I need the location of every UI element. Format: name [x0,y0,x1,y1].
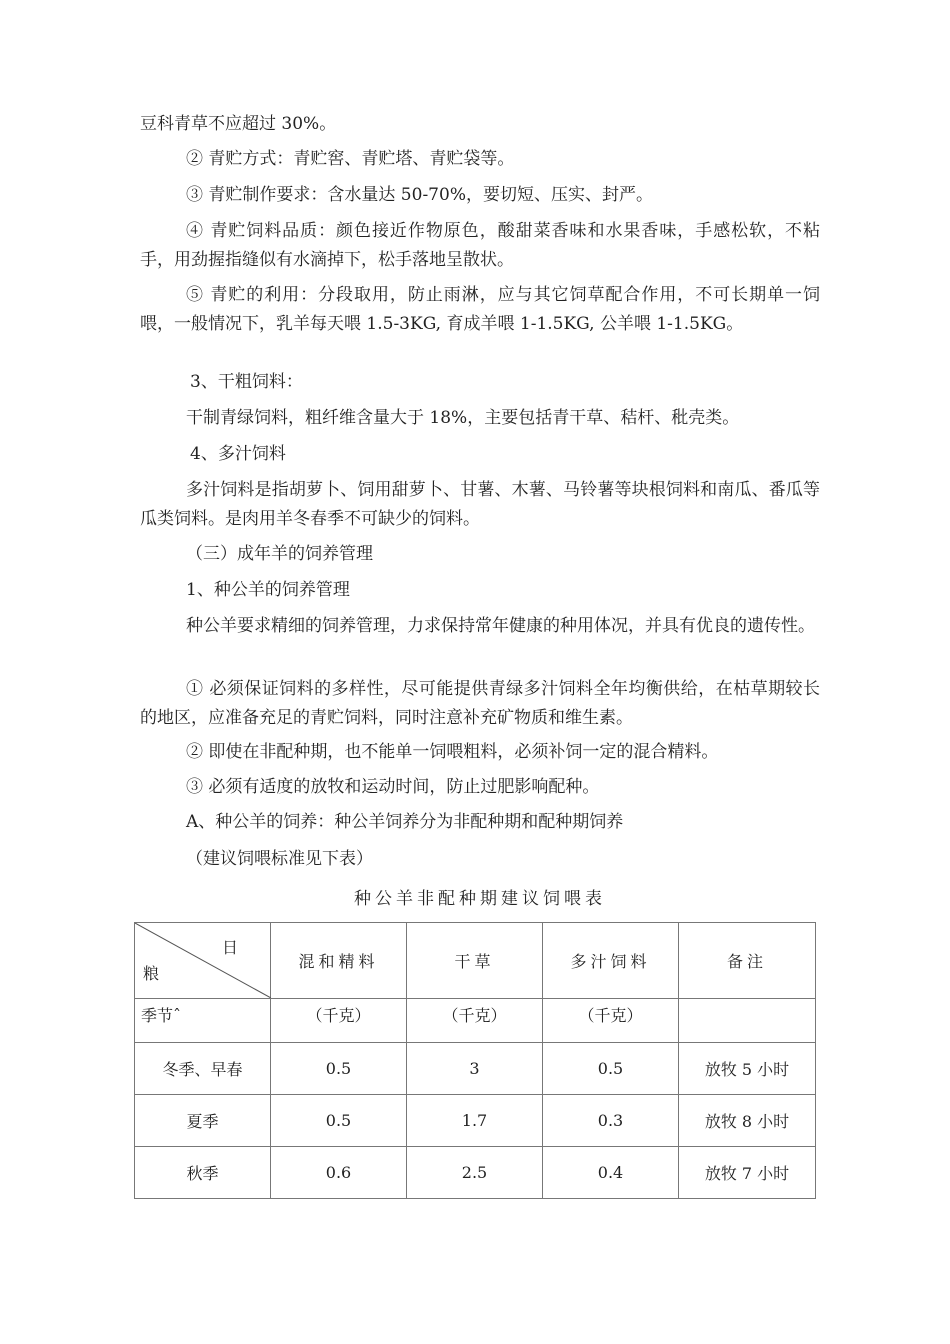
diagonal-header-cell [135,923,271,999]
note-cell: 放牧 8 小时 [679,1095,816,1147]
section-heading: 1、种公羊的饲养管理 [186,580,350,600]
succulent-cell: 0.5 [543,1043,679,1095]
section-heading: 4、多汁饲料 [190,444,286,464]
succulent-cell: 0.3 [543,1095,679,1147]
header-note: 备注 [679,923,816,999]
paragraph: 干制青绿饲料，粗纤维含量大于 18%，主要包括青干草、秸杆、秕壳类。 [186,408,740,428]
unit-cell: （千克） [271,999,407,1043]
section-heading: 3、干粗饲料： [190,372,303,392]
unit-cell: （千克） [407,999,543,1043]
table-header-row [135,923,816,999]
concentrate-cell: 0.5 [271,1043,407,1095]
corner-label-top: 日 [221,938,238,957]
unit-cell [679,999,816,1043]
header-concentrate: 混和精料 [271,923,407,999]
hay-cell: 1.7 [407,1095,543,1147]
table-unit-row [135,999,816,1043]
note-cell: 放牧 7 小时 [679,1147,816,1199]
table-row [135,1043,816,1095]
hay-cell: 2.5 [407,1147,543,1199]
paragraph: 种公羊要求精细的饲养管理，力求保持常年健康的种用体况，并具有优良的遗传性。 [186,616,815,636]
header-succulent: 多汁饲料 [543,923,679,999]
table-row [135,1147,816,1199]
paragraph: ① 必须保证饲料的多样性，尽可能提供青绿多汁饲料全年均衡供给，在枯草期较长的地区，应准备充足的青贮饲料，同时注意补充矿物质和维生素。 [140,679,820,728]
paragraph: ③ 青贮制作要求：含水量达 50-70%，要切短、压实、封严。 [186,185,653,205]
table-row [135,1095,816,1147]
paragraph: ③ 必须有适度的放牧和运动时间，防止过肥影响配种。 [186,777,600,797]
paragraph: ④ 青贮饲料品质：颜色接近作物原色，酸甜菜香味和水果香味，手感松软，不粘手，用劲握指缝似有水滴掉下，松手落地呈散状。 [140,221,820,270]
unit-cell: （千克） [543,999,679,1043]
note-cell: 放牧 5 小时 [679,1043,816,1095]
concentrate-cell: 0.5 [271,1095,407,1147]
paragraph: ② 即使在非配种期，也不能单一饲喂粗料，必须补饲一定的混合精料。 [186,742,719,762]
paragraph: ② 青贮方式：青贮窖、青贮塔、青贮袋等。 [186,149,515,169]
corner-label-bottom: 粮 [143,964,160,983]
season-cell: 冬季、早春 [135,1043,271,1095]
season-cell: 夏季 [135,1095,271,1147]
season-label: 季节ˆ [135,999,271,1043]
hay-cell: 3 [407,1043,543,1095]
paragraph: A、种公羊的饲养：种公羊饲养分为非配种期和配种期饲养 [186,812,624,832]
season-cell: 秋季 [135,1147,271,1199]
paragraph: 豆科青草不应超过 30%。 [140,114,337,134]
paragraph: ⑤ 青贮的利用：分段取用，防止雨淋，应与其它饲草配合作用，不可长期单一饲喂，一般情况下，乳羊每天喂 1.5-3KG, 育成羊喂 1-1.5KG, 公羊喂 1-1.5KG。 [140,285,820,334]
header-hay: 干草 [407,923,543,999]
paragraph: （建议饲喂标准见下表） [186,849,373,869]
section-heading: （三）成年羊的饲养管理 [186,544,373,564]
table-title: 种公羊非配种期建议饲喂表 [354,889,606,909]
paragraph: 多汁饲料是指胡萝卜、饲用甜萝卜、甘薯、木薯、马铃薯等块根饲料和南瓜、番瓜等瓜类饲料。是肉用羊冬春季不可缺少的饲料。 [140,480,820,529]
feeding-table [134,922,816,1199]
concentrate-cell: 0.6 [271,1147,407,1199]
succulent-cell: 0.4 [543,1147,679,1199]
